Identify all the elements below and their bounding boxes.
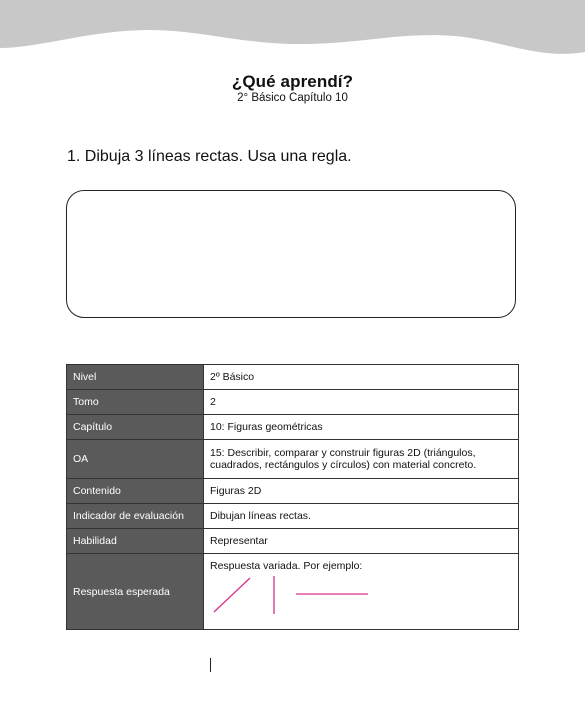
row-label: Respuesta esperada [67, 554, 204, 630]
example-lines-illustration [208, 572, 378, 618]
row-label: Indicador de evaluación [67, 504, 204, 529]
table-row [67, 504, 519, 529]
row-value: Figuras 2D [204, 479, 519, 504]
row-label: Tomo [67, 390, 204, 415]
text-cursor [210, 658, 211, 672]
table-row [67, 390, 519, 415]
response-text: Respuesta variada. Por ejemplo: [210, 560, 363, 572]
table-row [67, 440, 519, 479]
row-value: 2º Básico [204, 365, 519, 390]
table-row [67, 554, 519, 630]
table-row [67, 479, 519, 504]
table-row [67, 529, 519, 554]
row-label: Contenido [67, 479, 204, 504]
row-label: Capítulo [67, 415, 204, 440]
row-value: 10: Figuras geométricas [204, 415, 519, 440]
row-label: Nivel [67, 365, 204, 390]
page-title: ¿Qué aprendí? [231, 72, 354, 91]
header-wave-decoration [0, 0, 585, 62]
row-value: 2 [204, 390, 519, 415]
question-prompt: 1. Dibuja 3 líneas rectas. Usa una regla. [67, 148, 352, 165]
row-label: OA [67, 440, 204, 479]
answer-drawing-box[interactable] [66, 190, 516, 318]
row-value: 15: Describir, comparar y construir figuras 2D (triángulos, cuadrados, rectángulos y círculos) con material concreto. [204, 440, 519, 479]
table-row [67, 415, 519, 440]
example-diagonal-line [214, 578, 250, 612]
row-label: Habilidad [67, 529, 204, 554]
info-table [66, 364, 519, 630]
row-value: Dibujan líneas rectas. [204, 504, 519, 529]
row-value: Representar [204, 529, 519, 554]
row-value-response [204, 554, 519, 630]
page-subtitle: 2° Básico Capítulo 10 [237, 92, 348, 104]
table-row [67, 365, 519, 390]
